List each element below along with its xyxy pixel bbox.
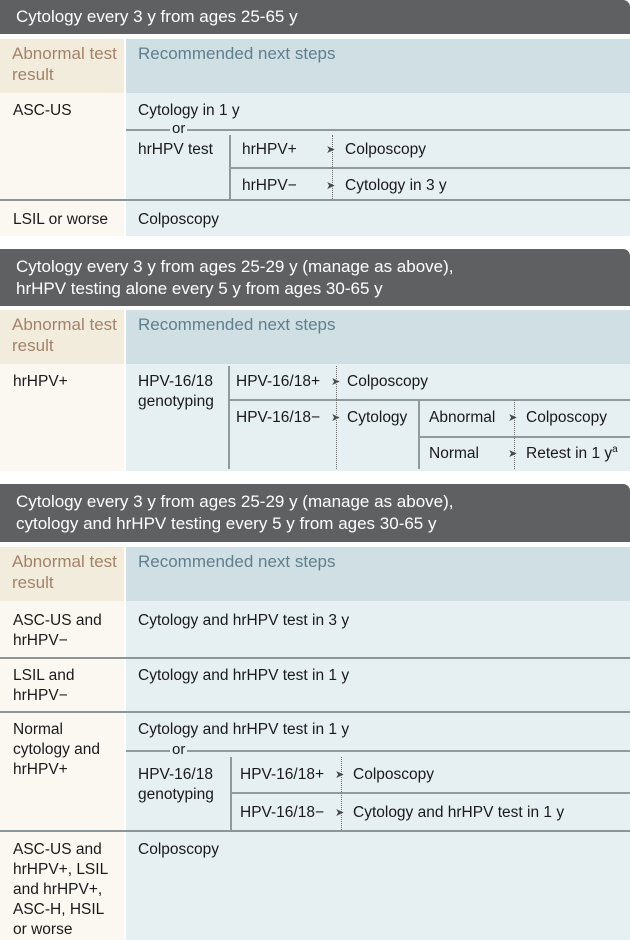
footnote-marker: a xyxy=(612,443,618,455)
section-2-title-line2: hrHPV testing alone every 5 y from ages 30-65 y xyxy=(16,279,383,298)
cytology-normal: Normal xyxy=(429,445,479,462)
step-hpv1618-genotyping: HPV-16/18 genotyping xyxy=(138,766,214,803)
section-2-col-right-header: Recommended next steps xyxy=(126,310,630,364)
result-lsil-or-worse: LSIL or worse xyxy=(13,211,109,228)
section-2-col-left-header: Abnormal test result xyxy=(0,310,124,364)
arrow-icon: ➤ xyxy=(508,412,518,424)
result-lsil-hrhpv-neg: LSIL and hrHPV− xyxy=(13,667,75,704)
branch-hpv1618-neg: HPV-16/18− xyxy=(236,409,321,426)
row-divider xyxy=(0,830,630,832)
branch-hpv1618-neg: HPV-16/18− xyxy=(240,804,325,821)
branch-hpv1618-pos: HPV-16/18+ xyxy=(236,373,321,390)
row-divider xyxy=(0,711,630,713)
branch-hpv1618-pos: HPV-16/18+ xyxy=(240,766,325,783)
arrow-icon: ➤ xyxy=(331,376,341,388)
arrow-icon: ➤ xyxy=(508,448,518,460)
arrow-icon: ➤ xyxy=(326,180,336,192)
section-1-col-left-header: Abnormal test result xyxy=(0,39,124,93)
arrow-icon: ➤ xyxy=(326,144,336,156)
branch-line xyxy=(228,366,230,469)
step-cotest-1y: Cytology and hrHPV test in 1 y xyxy=(138,667,350,684)
section-1-col-right-header: Recommended next steps xyxy=(126,39,630,93)
dotted-connector xyxy=(341,757,342,830)
section-2-header xyxy=(0,249,630,306)
section-3-header xyxy=(0,484,630,542)
section-1-title: Cytology every 3 y from ages 25-65 y xyxy=(16,7,298,26)
branch-hrhpv-neg: hrHPV− xyxy=(242,177,297,194)
step-cotest-1y-b: Cytology and hrHPV test in 1 y xyxy=(138,721,350,738)
dotted-connector xyxy=(514,400,515,469)
branch-divider xyxy=(228,399,630,401)
result-hrhpv-pos: hrHPV+ xyxy=(13,373,68,390)
dotted-connector xyxy=(332,135,333,199)
next-cytology-3y: Cytology in 3 y xyxy=(345,177,447,194)
step-hpv1618-genotyping: HPV-16/18 genotyping xyxy=(138,373,214,410)
or-divider xyxy=(126,750,630,752)
row-divider xyxy=(0,199,630,201)
result-asc-us-hrhpv-neg: ASC-US and hrHPV− xyxy=(13,612,102,649)
next-colposcopy: Colposcopy xyxy=(353,766,434,783)
step-cotest-3y: Cytology and hrHPV test in 3 y xyxy=(138,612,350,629)
or-divider xyxy=(126,129,630,131)
or-label: or xyxy=(172,120,186,137)
step-cytology-1y: Cytology in 1 y xyxy=(138,102,240,119)
next-colposcopy-2: Colposcopy xyxy=(526,409,607,426)
arrow-icon: ➤ xyxy=(335,769,345,781)
step-hrhpv-test: hrHPV test xyxy=(138,141,213,158)
sub-branch-divider xyxy=(418,436,630,438)
next-cytology: Cytology xyxy=(347,409,408,426)
row-divider xyxy=(0,657,630,659)
next-cotest-1y: Cytology and hrHPV test in 1 y xyxy=(353,804,565,821)
section-3-col-left-header: Abnormal test result xyxy=(0,547,124,601)
section-2-title-line1: Cytology every 3 y from ages 25-29 y (manage as above), xyxy=(16,257,454,276)
section-3-col-right-header: Recommended next steps xyxy=(126,547,630,601)
branch-divider xyxy=(229,167,630,169)
section-3-title-line2: cytology and hrHPV testing every 5 y from ages 30-65 y xyxy=(16,514,437,533)
result-asc-us: ASC-US xyxy=(13,102,72,119)
next-retest-1y: Retest in 1 $y^a$ xyxy=(526,443,618,462)
result-asc-us-hrhpv-pos-etc: ASC-US and hrHPV+, LSIL and hrHPV+, ASC-H, HSIL or worse xyxy=(13,841,108,938)
arrow-icon: ➤ xyxy=(335,807,345,819)
section-1-header xyxy=(0,0,630,34)
branch-hrhpv-pos: hrHPV+ xyxy=(242,141,297,158)
step-colposcopy: Colposcopy xyxy=(138,211,219,228)
dotted-connector xyxy=(336,366,337,469)
next-colposcopy: Colposcopy xyxy=(345,141,426,158)
next-colposcopy: Colposcopy xyxy=(347,373,428,390)
branch-line xyxy=(230,757,232,830)
result-normal-cytology-hrhpv-pos: Normal cytology and hrHPV+ xyxy=(13,721,101,778)
or-label: or xyxy=(172,741,186,758)
section-3-title-line1: Cytology every 3 y from ages 25-29 y (manage as above), xyxy=(16,492,454,511)
arrow-icon: ➤ xyxy=(331,412,341,424)
sub-branch-line xyxy=(418,400,420,469)
step-colposcopy: Colposcopy xyxy=(138,841,219,858)
cytology-abnormal: Abnormal xyxy=(429,409,496,426)
branch-divider xyxy=(230,792,630,794)
